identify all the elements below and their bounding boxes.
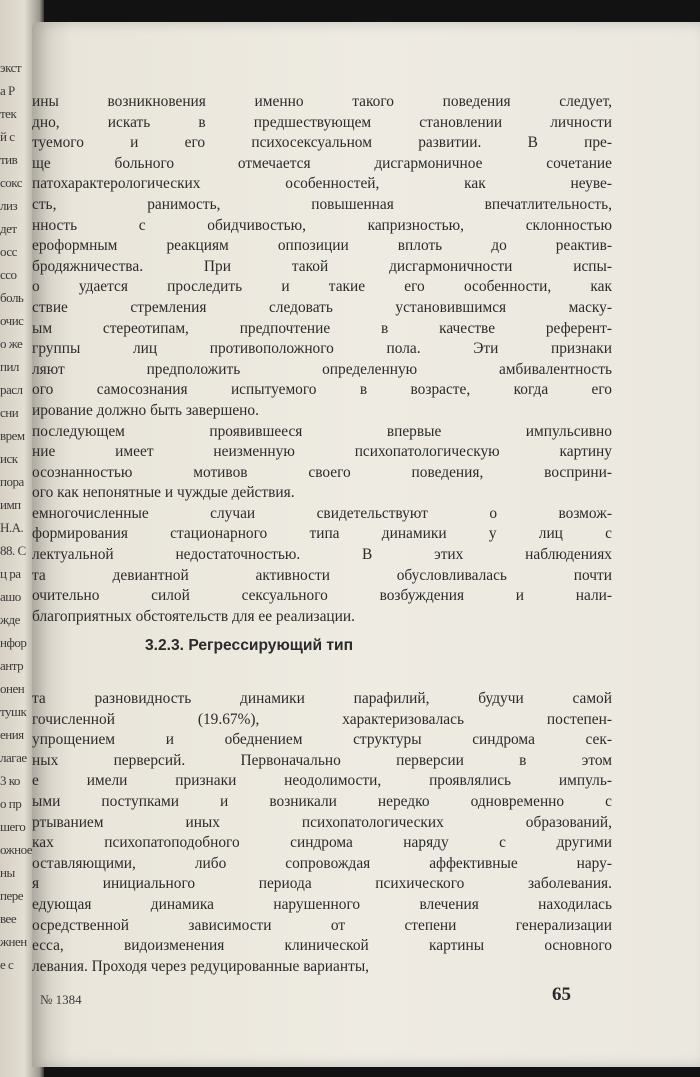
- adjacent-page-text-fragment: пора: [0, 474, 24, 489]
- text-line: группы лиц противоположного пола. Эти признаки: [32, 340, 612, 358]
- text-line: патохарактерологических особенностей, как неуве-: [32, 175, 612, 193]
- adjacent-page-text-fragment: лиз: [0, 198, 18, 213]
- text-line: ирование должно быть завершено.: [32, 401, 259, 419]
- text-line: формирования стационарного типа динамики у лиц с: [32, 525, 612, 543]
- text-line: оставляющими, либо сопровождая аффективные нару-: [32, 854, 612, 872]
- adjacent-page-text-fragment: шего: [0, 819, 26, 834]
- text-line: лектуальной недостаточностью. В этих наблюдениях: [32, 546, 612, 564]
- adjacent-page-text-fragment: 88. С: [0, 543, 26, 558]
- paragraph-2: [32, 422, 612, 504]
- section-heading: 3.2.3. Регрессирующий тип: [145, 637, 354, 654]
- text-line: сть, ранимость, повышенная впечатлительность,: [32, 195, 612, 213]
- text-line: ины возникновения именно такого поведения следует,: [32, 93, 612, 110]
- paragraph-1: [32, 92, 612, 422]
- adjacent-page-text-fragment: жнен: [0, 934, 27, 949]
- text-line: ние имеет неизменную психопатологическую картину: [32, 443, 612, 461]
- adjacent-page-text-fragment: экст: [0, 60, 22, 75]
- text-line: ще больного отмечается дисгармоничное сочетание: [32, 154, 612, 172]
- text-line: едующая динамика нарушенного влечения находилась: [32, 895, 612, 913]
- adjacent-page-text-fragment: тек: [0, 106, 17, 121]
- text-line: ого как непонятные и чуждые действия.: [32, 484, 295, 502]
- adjacent-page-text-fragment: ц ра: [0, 566, 21, 581]
- adjacent-page-text-fragment: тушк: [0, 704, 27, 719]
- adjacent-page-text-fragment: й с: [0, 129, 15, 144]
- adjacent-page-text-fragment: боль: [0, 290, 24, 305]
- body-text-lower: [32, 689, 612, 977]
- book-page: [32, 22, 700, 1067]
- adjacent-page-text-fragment: жде: [0, 612, 20, 627]
- adjacent-page-text-fragment: ения: [0, 727, 24, 742]
- adjacent-page-text-fragment: ссо: [0, 267, 17, 282]
- text-line: та девиантной активности обусловливалась почти: [32, 566, 612, 584]
- text-line: ках психопатоподобного синдрома наряду с другими: [32, 834, 612, 852]
- adjacent-page-text-fragment: ашо: [0, 589, 21, 604]
- adjacent-page-text-fragment: дет: [0, 221, 17, 236]
- page-number: 65: [552, 984, 571, 1005]
- text-line: бродяжничества. При такой дисгармоничности испы-: [32, 257, 612, 275]
- adjacent-page-text-fragment: пил: [0, 359, 19, 374]
- text-line: емногочисленные случаи свидетельствуют о возмож-: [32, 504, 612, 522]
- adjacent-page-text-fragment: о же: [0, 336, 23, 351]
- text-line: ым стереотипам, предпочтение в качестве референт-: [32, 319, 612, 337]
- text-line: левания. Проходя через редуцированные варианты,: [32, 957, 370, 975]
- text-line: ыми поступками и возникали нередко одновременно с: [32, 792, 612, 810]
- adjacent-page-text-fragment: тив: [0, 152, 18, 167]
- text-line: упрощением и обеднением структуры синдрома сек-: [32, 731, 612, 749]
- body-text-upper: [32, 92, 612, 627]
- adjacent-page-text-fragment: имп: [0, 497, 21, 512]
- print-order-number: № 1384: [40, 992, 82, 1007]
- text-line: осознанностью мотивов своего поведения, восприни-: [32, 463, 612, 481]
- text-line: последующем проявившееся впервые импульсивно: [32, 422, 612, 440]
- adjacent-page-text-fragment: ны: [0, 865, 15, 880]
- adjacent-page-text-fragment: сни: [0, 405, 19, 420]
- text-line: гочисленной (19.67%), характеризовалась постепен-: [32, 710, 612, 728]
- adjacent-page-text-fragment: пере: [0, 888, 23, 903]
- adjacent-page-text-fragment: онен: [0, 681, 25, 696]
- text-line: о удается проследить и такие его особенности, как: [32, 278, 612, 296]
- text-line: ляют предположить определенную амбивалентность: [32, 360, 612, 378]
- text-line: та разновидность динамики парафилий, будучи самой: [32, 690, 612, 707]
- text-line: туемого и его психосексуальном развитии. В пре-: [32, 134, 612, 152]
- paragraph-3: [32, 504, 612, 628]
- adjacent-page-text-fragment: лагае: [0, 750, 27, 765]
- adjacent-page-text-fragment: е с: [0, 957, 14, 972]
- adjacent-page-text-fragment: врем: [0, 428, 25, 443]
- adjacent-page-text-fragment: осс: [0, 244, 17, 259]
- text-line: ого самосознания испытуемого в возрасте, когда его: [32, 381, 612, 399]
- adjacent-page-text-fragment: ожное: [0, 842, 33, 857]
- text-line: есса, видоизменения клинической картины основного: [32, 937, 612, 955]
- adjacent-page-text-fragment: очис: [0, 313, 24, 328]
- adjacent-page-text-fragment: иск: [0, 451, 18, 466]
- adjacent-page-text-fragment: нфор: [0, 635, 27, 650]
- text-line: е имели признаки неодолимости, проявлялись импуль-: [32, 772, 612, 790]
- adjacent-page-text-fragment: сокс: [0, 175, 23, 190]
- text-line: нность с обидчивостью, капризностью, склонностью: [32, 216, 612, 234]
- text-line: ных перверсий. Первоначально перверсии в этом: [32, 751, 612, 769]
- adjacent-page-text-fragment: вее: [0, 911, 17, 926]
- adjacent-page-text-fragment: а Р: [0, 83, 15, 98]
- text-line: ствие стремления следовать установившимся маску-: [32, 298, 612, 316]
- text-line: я инициального периода психического заболевания.: [32, 875, 612, 893]
- adjacent-page-text-fragment: антр: [0, 658, 24, 673]
- text-line: ероформным реакциям оппозиции вплоть до реактив-: [32, 237, 612, 255]
- adjacent-page-text-fragment: о пр: [0, 796, 22, 811]
- adjacent-page-text-fragment: Н.А.: [0, 520, 24, 535]
- text-line: ртыванием иных психопатологических образований,: [32, 813, 612, 831]
- text-line: осредственной зависимости от степени генерализации: [32, 916, 612, 934]
- text-line: дно, искать в предшествующем становлении личности: [32, 113, 612, 131]
- text-line: очительно силой сексуального возбуждения и нали-: [32, 587, 612, 605]
- adjacent-page-text-fragment: 3 ко: [0, 773, 20, 788]
- paragraph-4: [32, 689, 612, 977]
- adjacent-page-text-fragment: расл: [0, 382, 23, 397]
- text-line: благоприятных обстоятельств для ее реализации.: [32, 607, 355, 625]
